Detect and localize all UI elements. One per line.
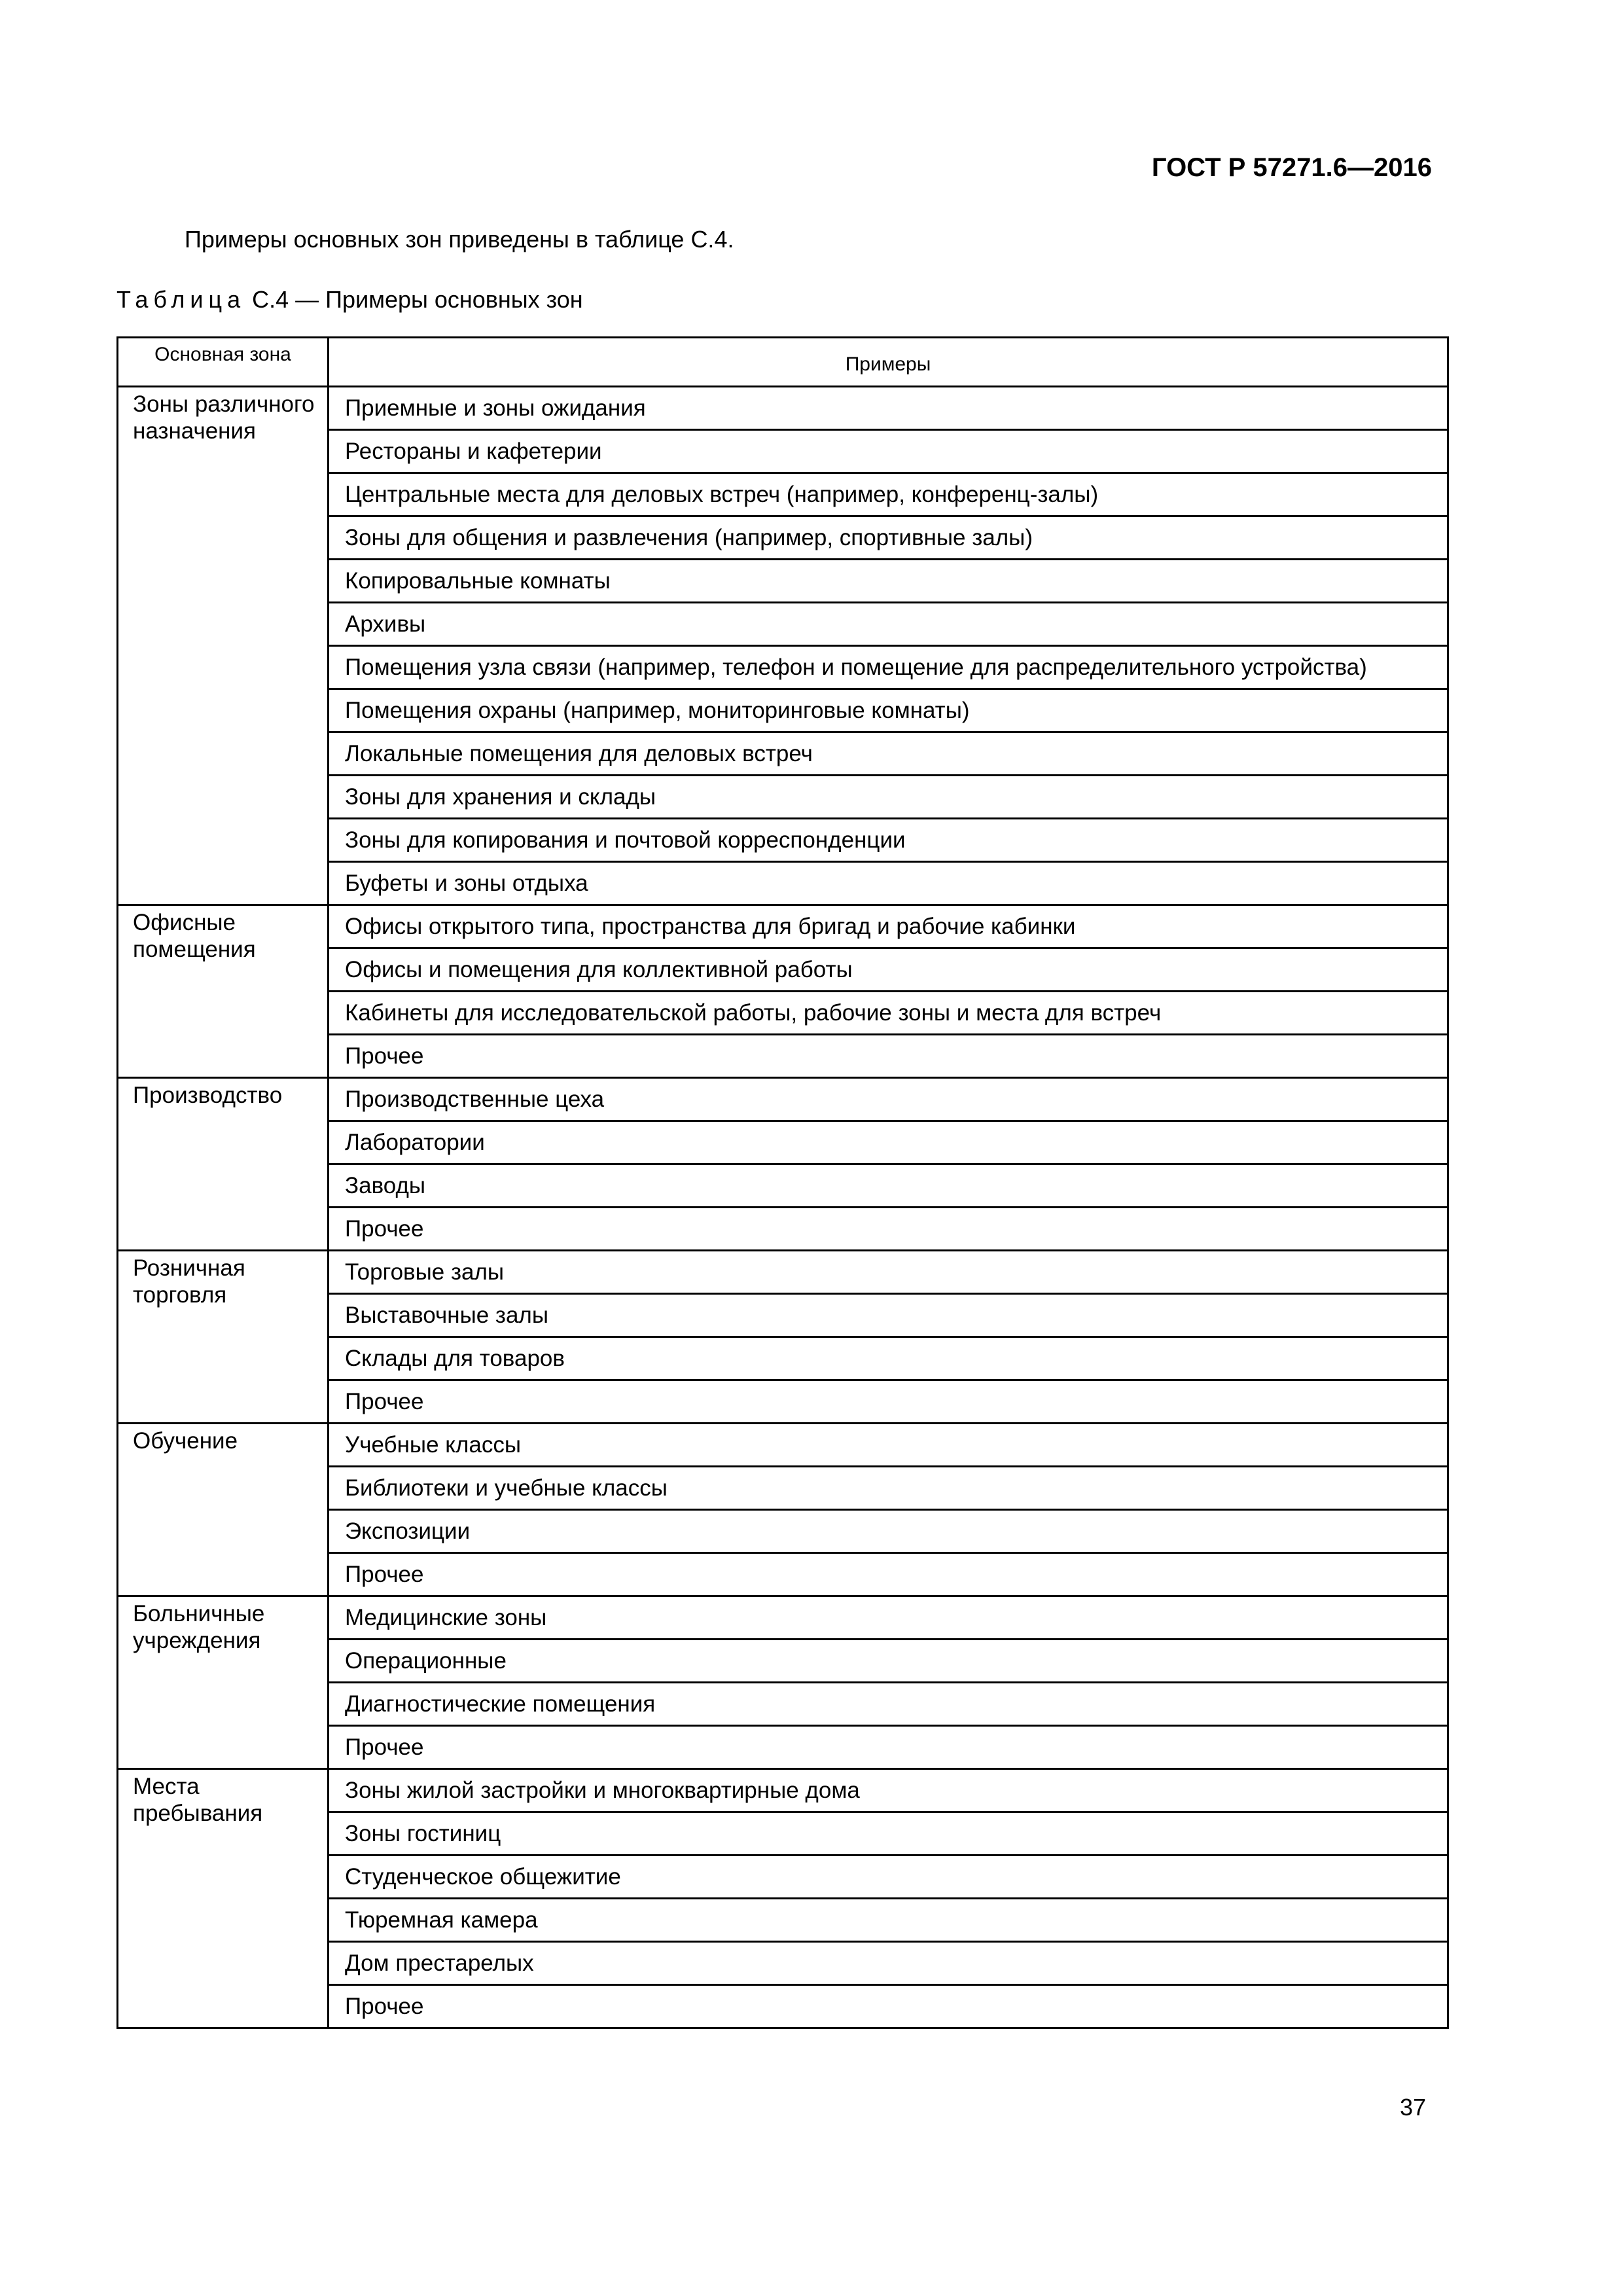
example-cell: Копировальные комнаты	[329, 560, 1448, 603]
zone-name-cell: Больничные учреждения	[118, 1596, 329, 1769]
example-cell: Лаборатории	[329, 1121, 1448, 1164]
example-cell: Кабинеты для исследовательской работы, рабочие зоны и места для встреч	[329, 992, 1448, 1035]
example-cell: Учебные классы	[329, 1424, 1448, 1467]
example-cell: Зоны жилой застройки и многоквартирные дома	[329, 1769, 1448, 1812]
column-header-examples: Примеры	[329, 338, 1448, 387]
table-row	[118, 387, 1448, 430]
example-cell: Экспозиции	[329, 1510, 1448, 1553]
table-row	[118, 1596, 1448, 1640]
zones-table	[116, 336, 1449, 2029]
table-caption-label: Таблица	[116, 286, 246, 313]
example-cell: Зоны для хранения и склады	[329, 776, 1448, 819]
example-cell: Помещения узла связи (например, телефон и помещение для распределительного устройства)	[329, 646, 1448, 689]
table-row	[118, 1078, 1448, 1121]
example-cell: Зоны для копирования и почтовой корреспонденции	[329, 819, 1448, 862]
zones-table-body	[118, 387, 1448, 2028]
zone-name-cell: Зоны различного назначения	[118, 387, 329, 905]
example-cell: Приемные и зоны ожидания	[329, 387, 1448, 430]
table-row	[118, 905, 1448, 948]
zone-name-cell: Обучение	[118, 1424, 329, 1596]
example-cell: Рестораны и кафетерии	[329, 430, 1448, 473]
example-cell: Прочее	[329, 1208, 1448, 1251]
document-id: ГОСТ Р 57271.6—2016	[1151, 153, 1432, 182]
table-row	[118, 1769, 1448, 1812]
zone-name-cell: Производство	[118, 1078, 329, 1251]
example-cell: Офисы и помещения для коллективной работы	[329, 948, 1448, 992]
example-cell: Прочее	[329, 1035, 1448, 1078]
example-cell: Локальные помещения для деловых встреч	[329, 732, 1448, 776]
table-caption	[116, 285, 583, 314]
example-cell: Офисы открытого типа, пространства для бригад и рабочие кабинки	[329, 905, 1448, 948]
example-cell: Производственные цеха	[329, 1078, 1448, 1121]
example-cell: Центральные места для деловых встреч (например, конференц-залы)	[329, 473, 1448, 516]
table-caption-title: С.4 — Примеры основных зон	[245, 286, 583, 313]
example-cell: Зоны гостиниц	[329, 1812, 1448, 1856]
example-cell: Зоны для общения и развлечения (например, спортивные залы)	[329, 516, 1448, 560]
example-cell: Прочее	[329, 1553, 1448, 1596]
table-row	[118, 1424, 1448, 1467]
page-number: 37	[1399, 2094, 1426, 2121]
example-cell: Прочее	[329, 1380, 1448, 1424]
example-cell: Прочее	[329, 1726, 1448, 1769]
zone-name-cell: Офисные помещения	[118, 905, 329, 1078]
example-cell: Буфеты и зоны отдыха	[329, 862, 1448, 905]
example-cell: Заводы	[329, 1164, 1448, 1208]
example-cell: Помещения охраны (например, мониторинговые комнаты)	[329, 689, 1448, 732]
example-cell: Склады для товаров	[329, 1337, 1448, 1380]
example-cell: Медицинские зоны	[329, 1596, 1448, 1640]
zone-name-cell: Розничная торговля	[118, 1251, 329, 1424]
example-cell: Диагностические помещения	[329, 1683, 1448, 1726]
example-cell: Выставочные залы	[329, 1294, 1448, 1337]
example-cell: Архивы	[329, 603, 1448, 646]
example-cell: Прочее	[329, 1985, 1448, 2028]
example-cell: Операционные	[329, 1640, 1448, 1683]
column-header-zone: Основная зона	[118, 338, 329, 387]
intro-text: Примеры основных зон приведены в таблице С.4.	[185, 226, 734, 253]
example-cell: Библиотеки и учебные классы	[329, 1467, 1448, 1510]
table-row	[118, 1251, 1448, 1294]
example-cell: Дом престарелых	[329, 1942, 1448, 1985]
example-cell: Студенческое общежитие	[329, 1856, 1448, 1899]
example-cell: Торговые залы	[329, 1251, 1448, 1294]
example-cell: Тюремная камера	[329, 1899, 1448, 1942]
zone-name-cell: Места пребывания	[118, 1769, 329, 2028]
table-header-row	[118, 338, 1448, 387]
